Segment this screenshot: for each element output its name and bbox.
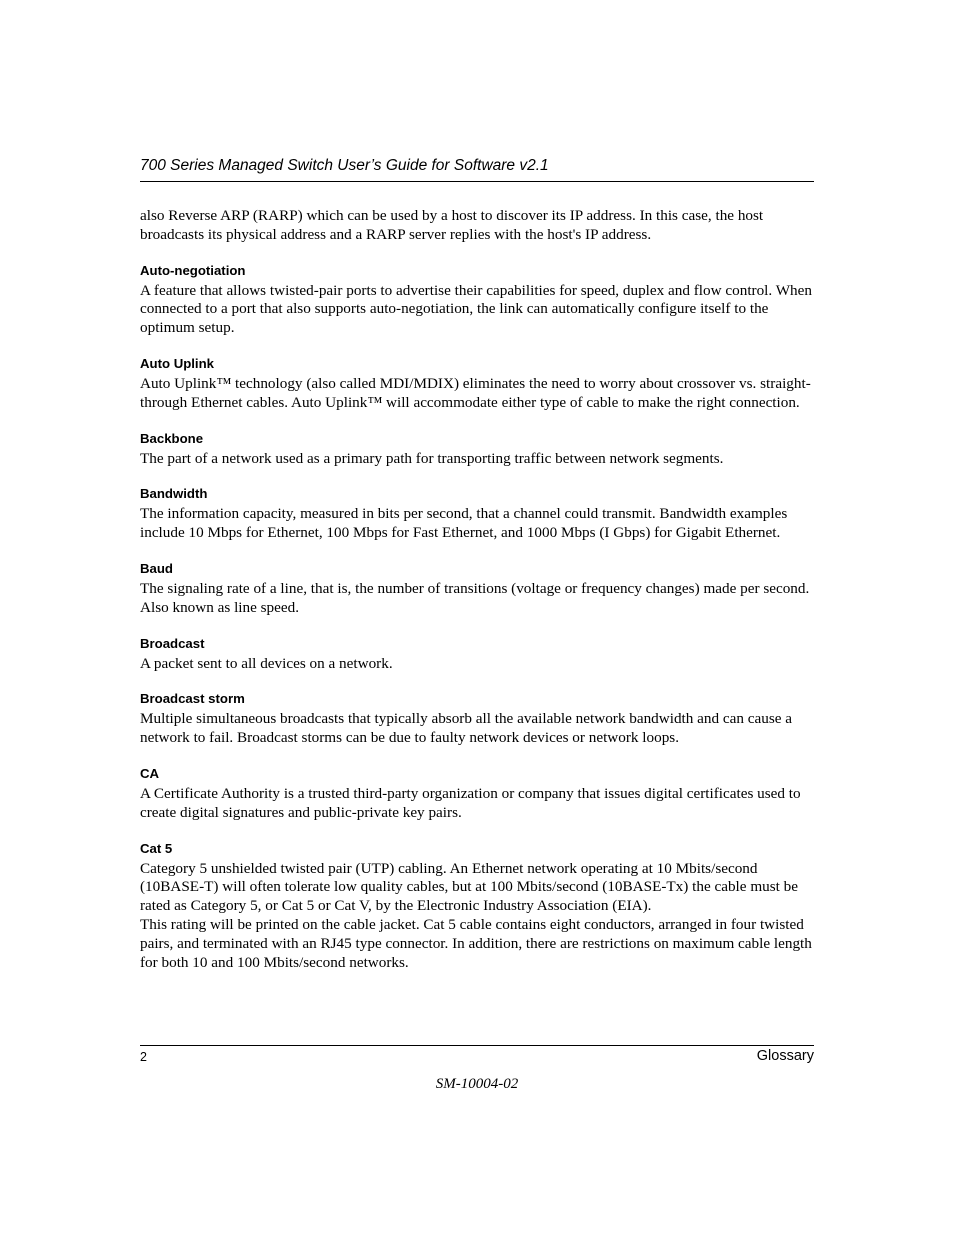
glossary-definition: Multiple simultaneous broadcasts that typically absorb all the available network bandwidth and can cause a network to fail. Broadcast storms can be due to faulty network devices or network loops. [140,710,793,747]
running-header-title: 700 Series Managed Switch User’s Guide for Software v2.1 [140,157,549,174]
glossary-definition: A packet sent to all devices on a network. [140,654,393,672]
glossary-term: Baud [140,560,173,576]
glossary-entry-cat-5 [140,840,814,973]
intro-paragraph: also Reverse ARP (RARP) which can be used by a host to discover its IP address. In this case, the host broadcasts its physical address and a RARP server replies with the host's IP address. [140,207,764,243]
glossary-entry-auto-negotiation [140,262,814,338]
page-number: 2 [140,1050,147,1064]
document-number: SM-10004-02 [435,1076,519,1092]
header-divider [140,181,814,182]
glossary-term: Bandwidth [140,486,208,502]
glossary-term: Cat 5 [140,840,173,856]
glossary-term: Auto Uplink [140,355,214,371]
glossary-entry-backbone [140,430,814,469]
glossary-entry-auto-uplink [140,355,814,413]
glossary-content [140,207,814,972]
glossary-definition: The information capacity, measured in bits per second, that a channel could transmit. Bandwidth examples include 10 Mbps for Ethernet, 100 Mbps for Fast Ethernet, and 1000 Mbps (I Gbps) for Gigabit Ethernet. [140,505,788,542]
glossary-term: Auto-negotiation [140,262,246,278]
glossary-definition: A feature that allows twisted-pair ports to advertise their capabilities for speed, duplex and flow control. When connected to a port that also supports auto-negotiation, the link can automatically configure itself to the optimum setup. [140,281,812,337]
glossary-entry-ca [140,765,814,823]
glossary-entry-baud [140,560,814,618]
glossary-definition: Category 5 unshielded twisted pair (UTP) cabling. An Ethernet network operating at 10 Mbits/second (10BASE-T) will often tolerate low quality cables, but at 100 Mbits/second (10BASE-Tx) the cable must be rated as Category 5, or Cat 5 or Cat V, by the Electronic Industry Association (EIA). [140,859,798,915]
glossary-definition-continued: This rating will be printed on the cable jacket. Cat 5 cable contains eight conductors, arranged in four twisted pairs, and terminated with an RJ45 type connector. In addition, there are restrictions on maximum cable length for both 10 and 100 Mbits/second networks. [140,915,812,971]
glossary-term: CA [140,765,160,781]
footer-divider [140,1045,814,1046]
glossary-entry-bandwidth [140,485,814,543]
footer-section-name: Glossary [756,1048,814,1064]
glossary-definition: A Certificate Authority is a trusted third-party organization or company that issues digital certificates used to create digital signatures and public-private key pairs. [140,784,801,821]
glossary-definition: Auto Uplink™ technology (also called MDI/MDIX) eliminates the need to worry about crossover vs. straight-through Ethernet cables. Auto Uplink™ will accommodate either type of cable to make the right connection. [140,374,811,411]
glossary-term: Broadcast [140,635,205,651]
glossary-term: Broadcast storm [140,691,245,707]
glossary-definition: The signaling rate of a line, that is, the number of transitions (voltage or frequency changes) made per second. Also known as line speed. [140,579,810,616]
glossary-entry-broadcast-storm [140,690,814,748]
glossary-term: Backbone [140,430,204,446]
glossary-definition: The part of a network used as a primary path for transporting traffic between network segments. [140,449,724,467]
glossary-entry-broadcast [140,635,814,674]
